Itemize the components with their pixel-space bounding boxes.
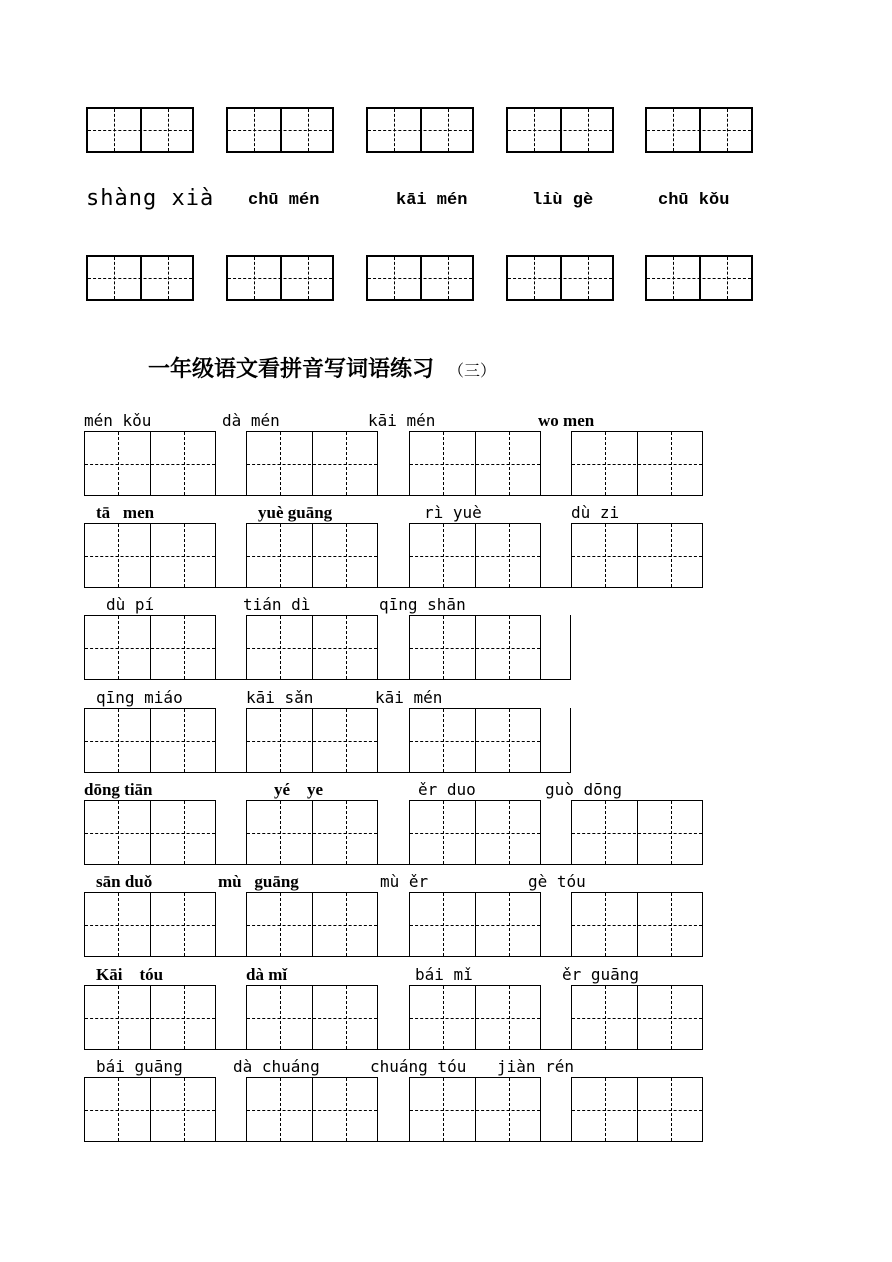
- pinyin-label: chū kǒu: [658, 191, 730, 210]
- writing-box[interactable]: [409, 985, 541, 1050]
- pinyin-line: [84, 1057, 724, 1077]
- writing-box[interactable]: [246, 523, 378, 588]
- pinyin-label: mù ěr: [380, 872, 429, 891]
- writing-box[interactable]: [84, 1077, 216, 1142]
- pinyin-label: ěr guāng: [562, 965, 640, 984]
- writing-box[interactable]: [571, 431, 703, 496]
- box-group: [84, 1077, 724, 1143]
- exercise-row: [84, 872, 724, 964]
- writing-box[interactable]: [84, 985, 216, 1050]
- box-group: [84, 431, 724, 497]
- box-group: [84, 523, 724, 589]
- title-main: 一年级语文看拼音写词语练习: [148, 357, 435, 382]
- exercise-row: [84, 965, 724, 1057]
- pinyin-line: [84, 411, 724, 431]
- writing-box[interactable]: [246, 431, 378, 496]
- pinyin-line: [84, 780, 724, 800]
- box-group: [84, 985, 724, 1051]
- writing-box[interactable]: [84, 431, 216, 496]
- pinyin-line: [84, 688, 724, 708]
- pinyin-label: dà mǐ: [246, 965, 288, 984]
- title-part: （三）: [448, 361, 497, 380]
- writing-box[interactable]: [506, 107, 614, 153]
- pinyin-label: qīng miáo: [96, 688, 183, 707]
- row-baseline: [84, 1141, 703, 1142]
- writing-box[interactable]: [571, 892, 703, 957]
- exercise-row: [84, 688, 724, 780]
- writing-box[interactable]: [366, 107, 474, 153]
- writing-box[interactable]: [246, 892, 378, 957]
- writing-box[interactable]: [571, 1077, 703, 1142]
- pinyin-label: Kāi tóu: [96, 965, 164, 984]
- row-end-line: [570, 615, 571, 680]
- pinyin-label: yuè guāng: [258, 503, 333, 522]
- writing-box[interactable]: [246, 800, 378, 865]
- pinyin-label: kāi mén: [396, 191, 468, 210]
- pinyin-label: sān duǒ: [96, 872, 153, 891]
- exercise-row: [84, 780, 724, 872]
- row-baseline: [84, 864, 703, 865]
- pinyin-label: guò dōng: [545, 780, 623, 799]
- writing-box[interactable]: [84, 523, 216, 588]
- pinyin-line: [84, 872, 724, 892]
- pinyin-label: dù zi: [571, 503, 620, 522]
- pinyin-label: bái guāng: [96, 1057, 183, 1076]
- writing-box[interactable]: [571, 800, 703, 865]
- row-baseline: [84, 495, 703, 496]
- pinyin-label: chuáng tóu: [370, 1057, 467, 1076]
- writing-box[interactable]: [409, 892, 541, 957]
- page-title: [148, 352, 496, 383]
- writing-box[interactable]: [246, 1077, 378, 1142]
- writing-box[interactable]: [571, 523, 703, 588]
- writing-box[interactable]: [226, 107, 334, 153]
- pinyin-label: liù gè: [532, 191, 594, 210]
- pinyin-label: gè tóu: [528, 872, 586, 891]
- exercise-row: [84, 503, 724, 595]
- top-box-row-2: [86, 255, 766, 305]
- pinyin-label: rì yuè: [424, 503, 482, 522]
- row-baseline: [84, 679, 571, 680]
- pinyin-label: chū mén: [248, 191, 320, 210]
- writing-box[interactable]: [409, 523, 541, 588]
- pinyin-label: bái mǐ: [415, 965, 473, 984]
- top-pinyin-row: [0, 186, 892, 216]
- writing-box[interactable]: [409, 800, 541, 865]
- writing-box[interactable]: [409, 708, 541, 773]
- writing-box[interactable]: [409, 1077, 541, 1142]
- pinyin-label: mén kǒu: [84, 411, 152, 430]
- pinyin-label: dōng tiān: [84, 780, 153, 799]
- pinyin-label: dà mén: [222, 411, 280, 430]
- pinyin-label: wo men: [538, 411, 595, 430]
- pinyin-label: yé ye: [274, 780, 324, 799]
- pinyin-label: tā men: [96, 503, 155, 522]
- writing-box[interactable]: [84, 892, 216, 957]
- pinyin-label: dù pí: [106, 595, 155, 614]
- writing-box[interactable]: [409, 615, 541, 680]
- pinyin-label: mù guāng: [218, 872, 299, 891]
- writing-box[interactable]: [84, 800, 216, 865]
- writing-box[interactable]: [84, 708, 216, 773]
- top-box-row-1: [86, 107, 766, 157]
- pinyin-label: ěr duo: [418, 780, 476, 799]
- pinyin-label: dà chuáng: [233, 1057, 320, 1076]
- exercise-row: [84, 1057, 724, 1149]
- writing-box[interactable]: [226, 255, 334, 301]
- row-baseline: [84, 587, 703, 588]
- writing-box[interactable]: [571, 985, 703, 1050]
- writing-box[interactable]: [645, 107, 753, 153]
- pinyin-label: shàng xià: [86, 186, 215, 211]
- writing-box[interactable]: [409, 431, 541, 496]
- writing-box[interactable]: [84, 615, 216, 680]
- writing-box[interactable]: [506, 255, 614, 301]
- box-group: [84, 800, 724, 866]
- box-group: [84, 892, 724, 958]
- writing-box[interactable]: [246, 708, 378, 773]
- pinyin-label: tián dì: [243, 595, 311, 614]
- pinyin-line: [84, 965, 724, 985]
- box-group: [84, 615, 724, 681]
- pinyin-label: qīng shān: [379, 595, 466, 614]
- pinyin-line: [84, 503, 724, 523]
- writing-box[interactable]: [86, 107, 194, 153]
- exercise-row: [84, 595, 724, 687]
- writing-box[interactable]: [246, 615, 378, 680]
- pinyin-label: kāi sǎn: [246, 688, 314, 707]
- pinyin-line: [84, 595, 724, 615]
- pinyin-label: jiàn rén: [497, 1057, 575, 1076]
- box-group: [84, 708, 724, 774]
- writing-box[interactable]: [366, 255, 474, 301]
- exercise-row: [84, 411, 724, 503]
- pinyin-label: kāi mén: [375, 688, 443, 707]
- writing-box[interactable]: [246, 985, 378, 1050]
- row-end-line: [570, 708, 571, 773]
- pinyin-label: kāi mén: [368, 411, 436, 430]
- row-baseline: [84, 772, 571, 773]
- row-baseline: [84, 956, 703, 957]
- writing-box[interactable]: [645, 255, 753, 301]
- writing-box[interactable]: [86, 255, 194, 301]
- row-baseline: [84, 1049, 703, 1050]
